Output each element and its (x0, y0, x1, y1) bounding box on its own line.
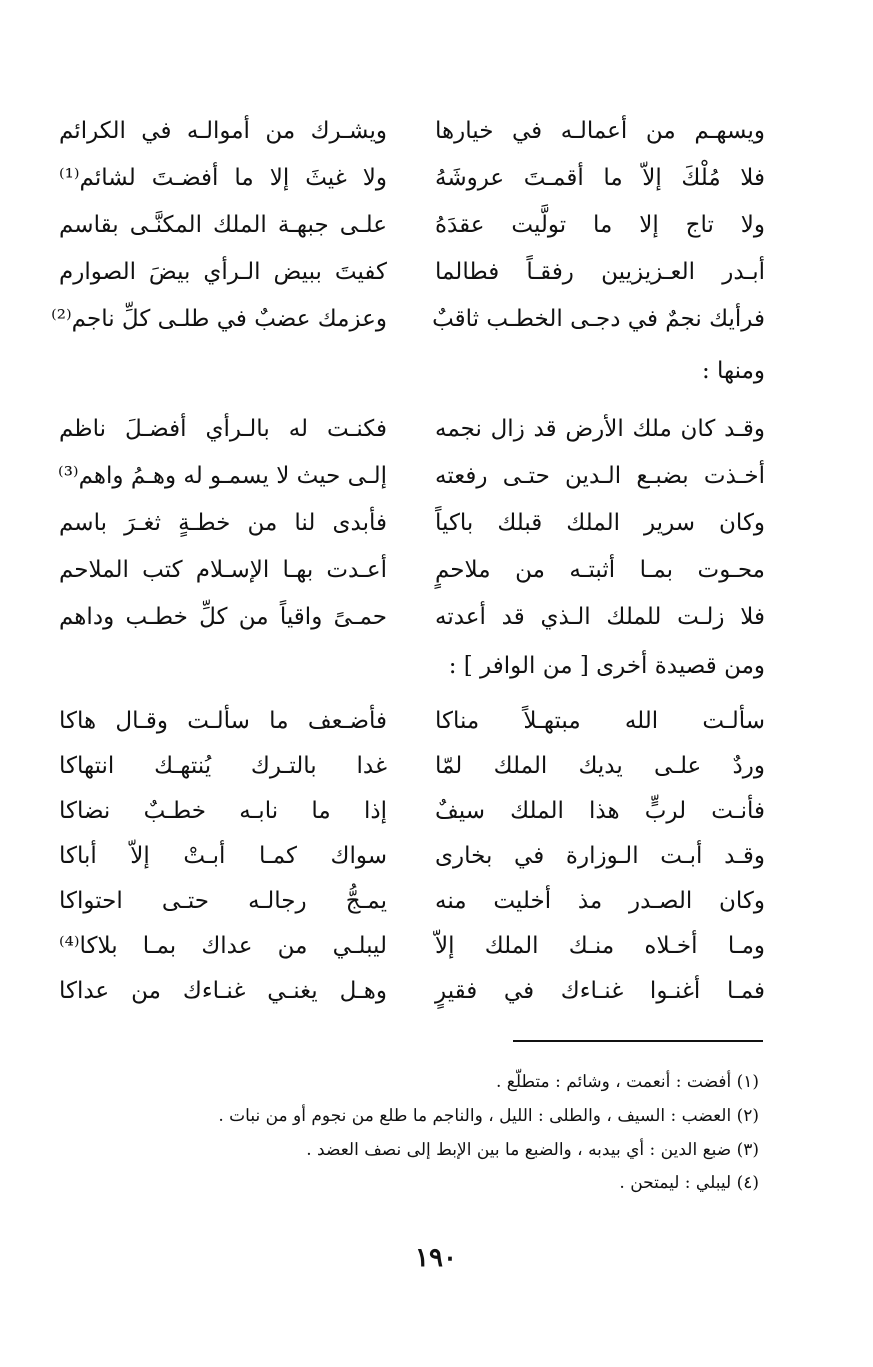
verse-12-first-hemistich: وردٌ علـى يديك الملك لمّا (435, 753, 765, 779)
verse-11-second-hemistich: فأضـعف ما سألـت وقـال هاكا (59, 708, 387, 734)
footnote-4: (٤) ليبلي : ليمتحن . (619, 1173, 759, 1193)
footnote-1: (١) أفضت : أنعمت ، وشائم : متطلّع . (496, 1072, 759, 1092)
verse-2-first-hemistich: فلا مُلْكَ إلاّ ما أقمـتَ عروشَهُ (435, 165, 765, 191)
verse-9-second-hemistich: أعـدت بهـا الإسـلام كتب الملاحم (59, 557, 387, 583)
verse-3-first-hemistich: ولا تاج إلا ما تولَّيت عقدَهُ (435, 212, 765, 238)
verse-16-second-hemistich: ليبلـي من عداك بمـا بلاكا⁽⁴⁾ (59, 933, 387, 959)
verse-4-first-hemistich: أبـدر العـزيزيين رفقـاً فطالما (435, 259, 765, 285)
verse-13-first-hemistich: فأنـت لربٍّ هذا الملك سيفٌ (435, 798, 765, 824)
verse-11-first-hemistich: سألـت الله مبتهـلاً مناكا (435, 708, 765, 734)
footnote-2: (٢) العضب : السيف ، والطلى : الليل ، والناجم ما طلع من نجوم أو من نبات . (218, 1106, 759, 1126)
verse-5-first-hemistich: فرأيك نجمٌ في دجـى الخطـب ثاقبٌ (432, 306, 765, 332)
verse-1-second-hemistich: ويشـرك من أموالـه في الكرائم (59, 118, 387, 144)
verse-17-second-hemistich: وهـل يغنـي غنـاءك من عداكا (59, 978, 387, 1004)
verse-16-first-hemistich: ومـا أخـلاه منـك الملك إلاّ (435, 933, 765, 959)
verse-10-first-hemistich: فلا زلـت للملك الـذي قد أعدته (435, 604, 765, 630)
verse-1-first-hemistich: ويسهـم من أعمالـه في خيارها (435, 118, 765, 144)
footnote-separator (513, 1040, 763, 1042)
verse-7-first-hemistich: أخـذت بضبـع الـدين حتـى رفعته (435, 463, 765, 489)
footnote-3: (٣) ضبع الدين : أي بيدبه ، والضبع ما بين الإبط إلى نصف العضد . (306, 1140, 759, 1160)
verse-4-second-hemistich: كفيتَ ببيض الـرأي بيضَ الصوارم (59, 259, 387, 285)
verse-13-second-hemistich: إذا ما نابـه خطـبٌ نضاكا (59, 798, 387, 824)
verse-6-second-hemistich: فكنـت له بالـرأي أفضـلَ ناظم (59, 416, 387, 442)
verse-3-second-hemistich: علـى جبهـة الملك المكنَّـى بقاسم (59, 212, 387, 238)
verse-14-second-hemistich: سواك كمـا أبـتْ إلاّ أباكا (59, 843, 387, 869)
section-heading: ومنها : (701, 358, 765, 384)
verse-15-first-hemistich: وكان الصـدر مذ أخليت منه (435, 888, 765, 914)
verse-2-second-hemistich: ولا غيثَ إلا ما أفضـتَ لشائم⁽¹⁾ (59, 165, 387, 191)
verse-5-second-hemistich: وعزمك عضبٌ في طلـى كلِّ ناجم⁽²⁾ (51, 306, 387, 332)
verse-7-second-hemistich: إلـى حيث لا يسمـو له وهـمُ واهم⁽³⁾ (58, 463, 387, 489)
verse-6-first-hemistich: وقـد كان ملك الأرض قد زال نجمه (435, 416, 765, 442)
verse-10-second-hemistich: حمـىً واقياً من كلِّ خطـب وداهم (59, 604, 387, 630)
verse-15-second-hemistich: يمـجُّ رجالـه حتـى احتواكا (59, 888, 387, 914)
verse-14-first-hemistich: وقـد أبـت الـوزارة في بخارى (435, 843, 765, 869)
verse-9-first-hemistich: محـوت بمـا أثبتـه من ملاحمٍ (435, 557, 765, 583)
page-number: ١٩٠ (415, 1243, 457, 1273)
verse-8-first-hemistich: وكان سرير الملك قبلك باكياً (435, 510, 765, 536)
verse-8-second-hemistich: فأبدى لنا من خطـةٍ ثغـرَ باسم (59, 510, 387, 536)
section-heading: ومن قصيدة أخرى [ من الوافر ] : (448, 653, 765, 679)
verse-12-second-hemistich: غدا بالتـرك يُنتهـك انتهاكا (59, 753, 387, 779)
verse-17-first-hemistich: فمـا أغنـوا غنـاءك في فقيرٍ (435, 978, 765, 1004)
